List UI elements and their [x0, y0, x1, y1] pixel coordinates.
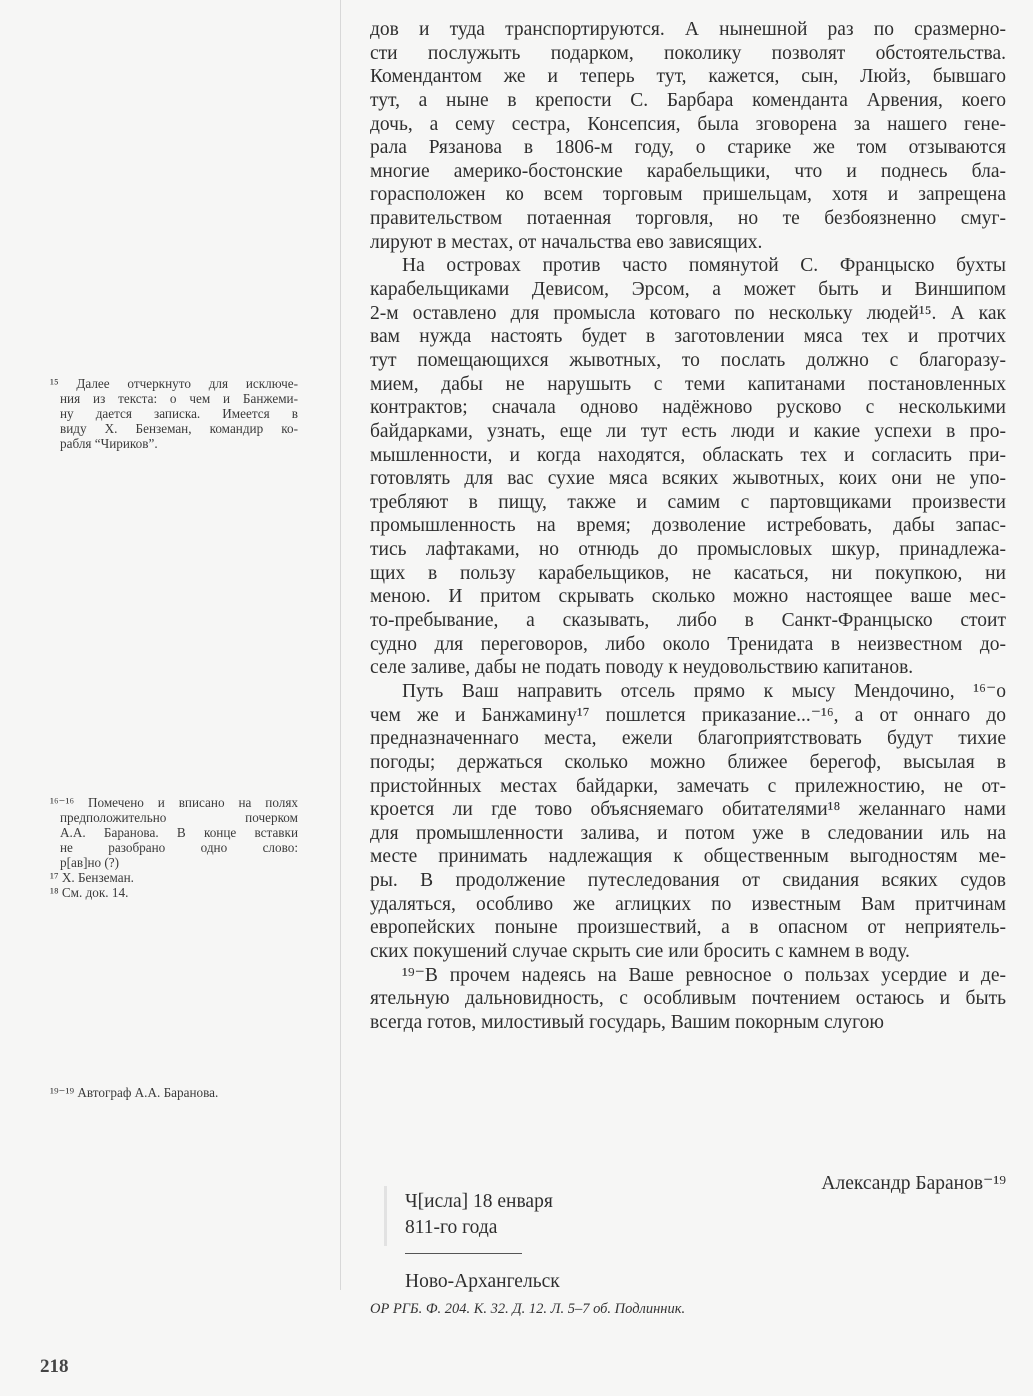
text-line: ятельную дальновидность, с особливым почтением остаюсь и быть: [370, 988, 1006, 1010]
text-line: промышленность на время; дозволение истребовать, дабы запас-: [370, 515, 1006, 537]
text-line: многие америко-бостонские карабельщики, что и поднесь бла-: [370, 160, 1006, 182]
text-line: погоды; держаться сколько можно ближее берегоф, высылая в: [370, 751, 1006, 773]
place-name: Ново-Архангельск: [405, 1271, 560, 1292]
footnote-line: р[ав]но (?): [60, 854, 120, 870]
text-line: мышленности, и когда находятся, обласкать тех и согласить при-: [370, 444, 1006, 466]
text-line: всегда готов, милостивый государь, Вашим покорным слугою: [370, 1011, 884, 1033]
text-line: вам нужда настоять будет в заготовлении мяса тех и протчих: [370, 326, 1006, 348]
date-margin-bar: [384, 1186, 387, 1246]
text-line: предназначеннаго места, ежели благоприятствовать будут тихие: [370, 728, 1006, 750]
footnote-line: рабля “Чириков”.: [60, 435, 158, 451]
text-line: рала Рязанова в 1806-м году, о старике же том отзываются: [370, 137, 1006, 159]
footnote-line: ¹⁸ См. док. 14.: [50, 885, 129, 900]
text-line: ры. В продолжение путеследования от свидания всяких судов: [370, 870, 1006, 892]
text-line: байдарками, узнать, еще ли тут есть люди и какие успехи в про-: [370, 420, 1006, 442]
text-line: тут помещающихся жывотных, то послать должно с благоразу-: [370, 349, 1006, 371]
text-line: судно для переговоров, либо около Тренидата в неизвестном до-: [370, 633, 1006, 655]
footnote-line: ¹⁵ Далее отчеркнуто для исключе-: [50, 376, 298, 391]
text-line: ¹⁹⁻В прочем надеясь на Ваше ревносное о пользах усердие и де-: [402, 964, 1006, 986]
footnote-line: А.А. Баранова. В конце вставки: [60, 824, 298, 840]
text-line: меною. И притом скрывать сколько можно настоящее ваше мес-: [370, 586, 1006, 608]
text-line: европейских поныне произшествий, а в опасном от неприятель-: [370, 917, 1006, 939]
text-line: контрактов; сначала одново надёжново русково с несколькими: [370, 397, 1006, 419]
text-line: требляют в пищу, также и самим с партовщиками произвести: [370, 491, 1006, 513]
text-line: мием, дабы не нарушыть с теми капитанами постановленных: [370, 373, 1006, 395]
text-line: Комендантом же и теперь тут, кажется, сын, Люйз, бывшаго: [370, 66, 1006, 88]
main-text: [370, 18, 1006, 1035]
text-line: тут, а ныне в крепости С. Барбара коменданта Арвения, коего: [370, 89, 1006, 111]
text-line: то-пребывание, а сказывать, либо в Санкт-Францыско стоит: [370, 610, 1006, 632]
footnote-line: ну дается записка. Имеется в: [60, 405, 298, 421]
text-line: тись лафтаками, но отнюдь до промысловых шкур, принадлежа-: [370, 539, 1006, 561]
text-line: щих в пользу карабельщиков, не касаться, ни покупкою, ни: [370, 562, 1006, 584]
text-line: ских покушений случае скрыть сие или бросить с камнем в воду.: [370, 940, 910, 962]
text-line: месте принимать надлежащия к общественным выгодностям ме-: [370, 846, 1006, 868]
text-line: горасположен ко всем торговым пришельцам, хотя и запрещена: [370, 184, 1006, 206]
footnote: [50, 871, 298, 886]
text-line: селе заливе, дабы не подать поводу к неудовольствию капитанов.: [370, 657, 914, 679]
column-divider: [340, 0, 341, 1290]
page-number: 218: [40, 1356, 69, 1377]
date-line-2: 811-го года: [405, 1217, 498, 1238]
footnote-line: не разобрано одно слово:: [60, 839, 298, 855]
text-line: пристойнных местах байдарки, замечать с прилежностию, не от-: [370, 775, 1006, 797]
footnote-line: ¹⁶⁻¹⁶ Помечено и вписано на полях: [50, 795, 298, 810]
archive-reference: ОР РГБ. Ф. 204. К. 32. Д. 12. Л. 5–7 об. Подлинник.: [370, 1301, 686, 1317]
footnote-line: ния из текста: о чем и Банжеми-: [60, 390, 298, 406]
text-line: дов и туда транспортируются. А нынешной раз по сразмерно-: [370, 19, 1006, 40]
text-line: кроется ли где тово объясняемаго обитателями¹⁸ желаннаго нами: [370, 799, 1006, 821]
footnote: [50, 796, 298, 870]
footnote-line: виду Х. Бенземан, командир ко-: [60, 420, 298, 436]
text-line: правительством потаенная торговля, но те безбоязненно смуг-: [370, 208, 1006, 230]
text-line: лируют в местах, от начальства ево зависящих.: [370, 231, 763, 253]
date-line-1: Ч[исла] 18 енваря: [405, 1191, 553, 1212]
text-line: сти послужыть подарком, поколику позволят обстоятельства.: [370, 42, 1006, 64]
text-line: 2-м оставлено для промысла котоваго по нескольку людей¹⁵. А как: [370, 302, 1006, 324]
footnote: [50, 377, 298, 451]
text-line: карабельщиками Девисом, Эрсом, а может быть и Виншипом: [370, 279, 1006, 301]
footnote-line: ¹⁹⁻¹⁹ Автограф А.А. Баранова.: [50, 1085, 219, 1100]
text-line: На островах против часто помянутой С. Францыско бухты: [402, 255, 1006, 277]
text-line: дочь, а сему сестра, Консепсия, была зговорена за нашего гене-: [370, 113, 1006, 135]
footnote: [50, 1086, 298, 1101]
text-line: Путь Ваш направить отсель прямо к мысу Мендочино, ¹⁶⁻о: [402, 680, 1006, 702]
signature: Александр Баранов⁻¹⁹: [821, 1173, 1006, 1194]
text-line: удаляться, особливо же аглицких по известным Вам притчинам: [370, 893, 1006, 915]
separator-line: [405, 1253, 522, 1254]
text-line: готовлять для вас сухие мяса всяких жывотных, коих они не упо-: [370, 468, 1006, 490]
text-line: чем же и Банжамину¹⁷ пошлется приказание...⁻¹⁶, а от оннаго до: [370, 704, 1006, 726]
footnote-line: предположительно почерком: [60, 809, 298, 825]
footnote: [50, 886, 298, 901]
footnote-line: ¹⁷ Х. Бенземан.: [50, 870, 134, 885]
text-line: для промышленности залива, и потом уже в следовании иль на: [370, 822, 1006, 844]
